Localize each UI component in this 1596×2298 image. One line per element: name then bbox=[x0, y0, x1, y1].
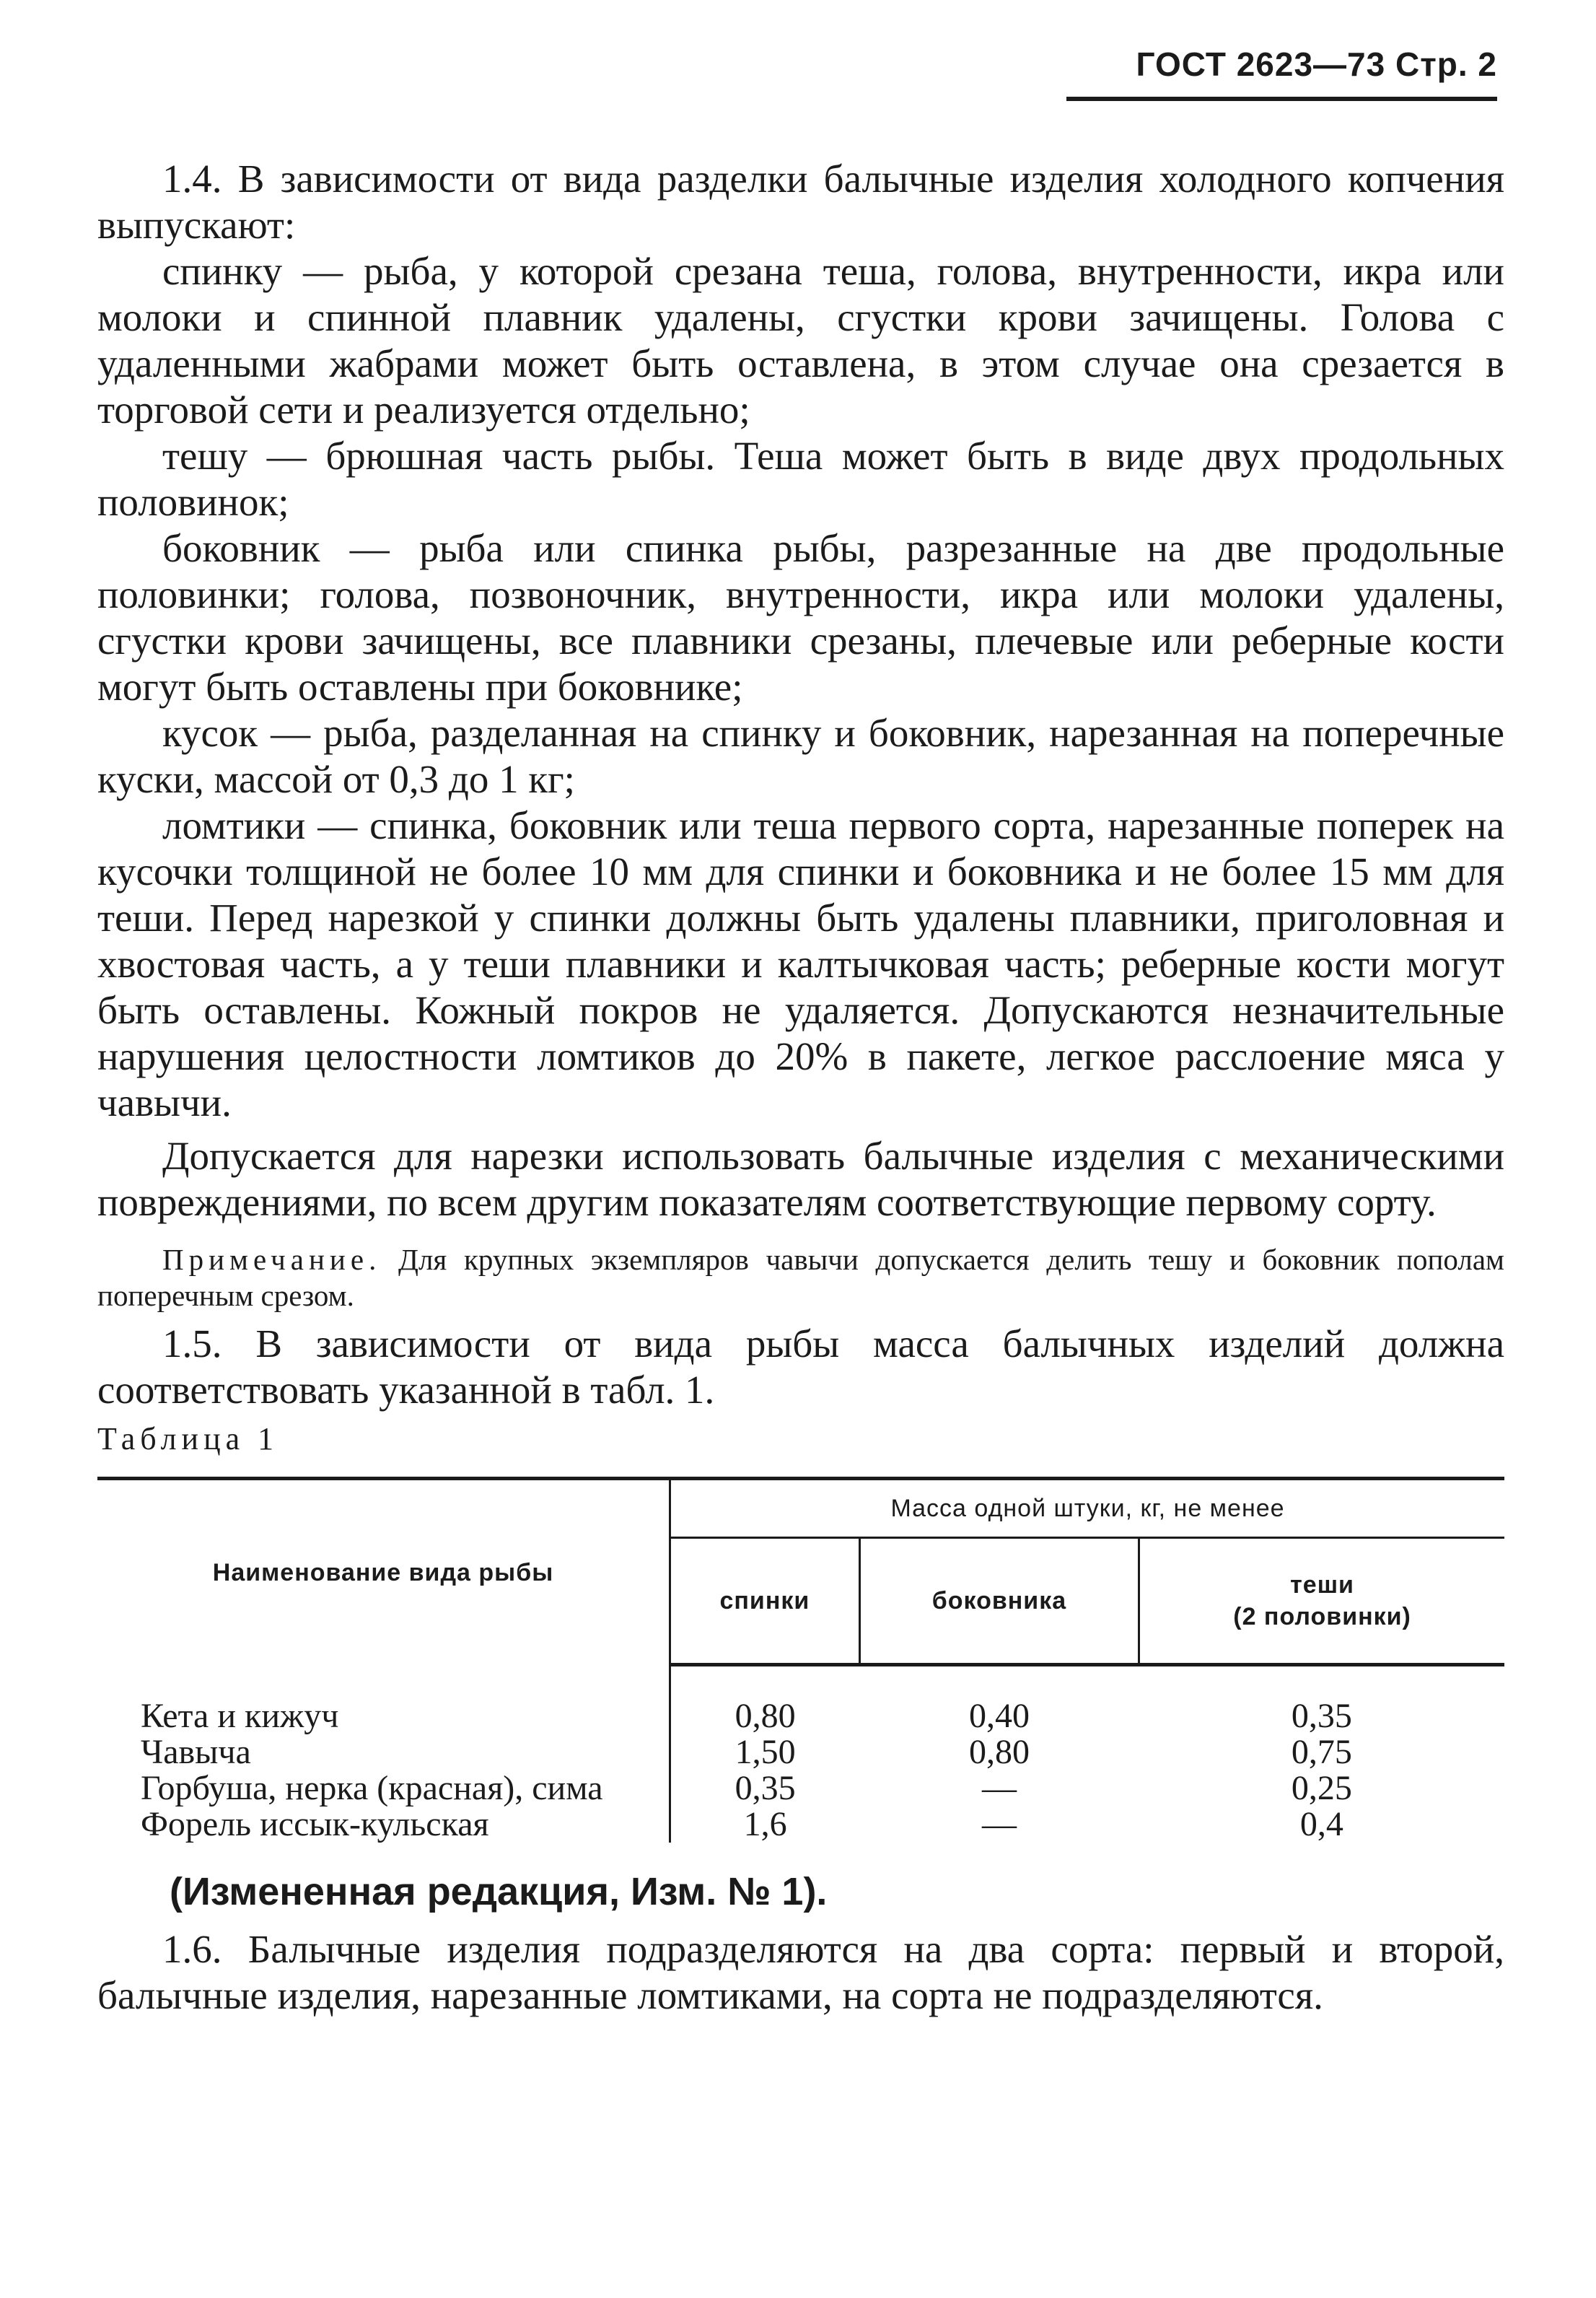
paragraph-kusok: кусок — рыба, разделанная на спинку и боковник, нарезанная на поперечные куски, массой от 0,3 до 1 кг; bbox=[97, 711, 1504, 801]
paragraph-bokovnik: боковник — рыба или спинка рыбы, разрезанные на две продольные половинки; голова, позвоночник, внутренности, икра или молоки удалены, сгустки крови зачищены, все плавники срезаны, плечевые или реберные кости могут быть оставлены при боковнике; bbox=[97, 526, 1504, 709]
cell-spinki: 1,50 bbox=[735, 1733, 796, 1771]
paragraph-1-4: 1.4. В зависимости от вида разделки балычные изделия холодного копчения выпускают: bbox=[97, 157, 1504, 247]
paragraph-1-5: 1.5. В зависимости от вида рыбы масса балычных изделий должна соответствовать указанной в табл. 1. bbox=[97, 1321, 1504, 1412]
document-body bbox=[97, 156, 1504, 2019]
table-title: Таблица 1 bbox=[97, 1421, 279, 1456]
cell-bokovnika: 0,40 bbox=[968, 1697, 1030, 1735]
col-header-group: Масса одной штуки, кг, не менее bbox=[670, 1479, 1505, 1538]
cell-spinki: 0,35 bbox=[735, 1769, 796, 1807]
paragraph-dopuskaetsya: Допускается для нарезки использовать балычные изделия с механическими повреждениями, по всем другим показателям соответствующие первому сорту. bbox=[97, 1134, 1504, 1224]
cell-teshi: 0,75 bbox=[1291, 1733, 1352, 1771]
cell-bokovnika: 0,80 bbox=[968, 1733, 1030, 1771]
col-header-spinki: спинки bbox=[670, 1538, 860, 1665]
note-text: Для крупных экземпляров чавычи допускается делить тешу и боковник пополам поперечным срезом. bbox=[97, 1243, 1504, 1312]
table-row bbox=[97, 1665, 1504, 1735]
col-header-bokovnika: боковника bbox=[859, 1538, 1139, 1665]
table-row bbox=[97, 1806, 1504, 1843]
table-row bbox=[97, 1770, 1504, 1806]
mass-table bbox=[97, 1477, 1504, 1843]
cell-teshi: 0,4 bbox=[1299, 1805, 1343, 1843]
cell-teshi: 0,35 bbox=[1291, 1697, 1352, 1735]
row-name: Форель иссык-кульская bbox=[97, 1806, 670, 1843]
col-header-teshi: теши (2 половинки) bbox=[1139, 1538, 1504, 1665]
cell-spinki: 1,6 bbox=[743, 1805, 787, 1843]
cell-bokovnika: — bbox=[981, 1769, 1017, 1807]
note bbox=[97, 1241, 1504, 1314]
table-row bbox=[97, 1734, 1504, 1770]
row-name: Кета и кижуч bbox=[97, 1665, 670, 1735]
amendment-note: (Измененная редакция, Изм. № 1). bbox=[170, 1870, 828, 1913]
cell-bokovnika: — bbox=[981, 1805, 1017, 1843]
note-label: Примечание. bbox=[162, 1243, 382, 1276]
row-name: Чавыча bbox=[97, 1734, 670, 1770]
row-name: Горбуша, нерка (красная), сима bbox=[97, 1770, 670, 1806]
paragraph-lomtiki: ломтики — спинка, боковник или теша первого сорта, нарезанные поперек на кусочки толщиной не более 10 мм для спинки и боковника и не более 15 мм для теши. Перед нарезкой у спинки должны быть удалены плавники, приголовная и хвостовая часть, а у теши плавники и калтычковая часть; реберные кости могут быть оставлены. Кожный покров не удаляется. Допускаются незначительные нарушения целостности ломтиков до 20% в пакете, легкое расслоение мяса у чавычи. bbox=[97, 803, 1504, 1124]
header-rule bbox=[1066, 97, 1497, 101]
paragraph-spinka: спинку — рыба, у которой срезана теша, голова, внутренности, икра или молоки и спинной плавник удалены, сгустки крови зачищены. Голова с удаленными жабрами может быть оставлена, в этом случае она срезается в торговой сети и реализуется отдельно; bbox=[97, 249, 1504, 432]
page-header: ГОСТ 2623—73 Стр. 2 bbox=[1136, 45, 1497, 83]
cell-teshi: 0,25 bbox=[1291, 1769, 1352, 1807]
paragraph-tesha: тешу — брюшная часть рыбы. Теша может быть в виде двух продольных половинок; bbox=[97, 434, 1504, 524]
paragraph-1-6: 1.6. Балычные изделия подразделяются на два сорта: первый и второй, балычные изделия, нарезанные ломтиками, на сорта не подразделяются. bbox=[97, 1927, 1504, 2017]
col-header-name: Наименование вида рыбы bbox=[97, 1479, 670, 1665]
cell-spinki: 0,80 bbox=[735, 1697, 796, 1735]
